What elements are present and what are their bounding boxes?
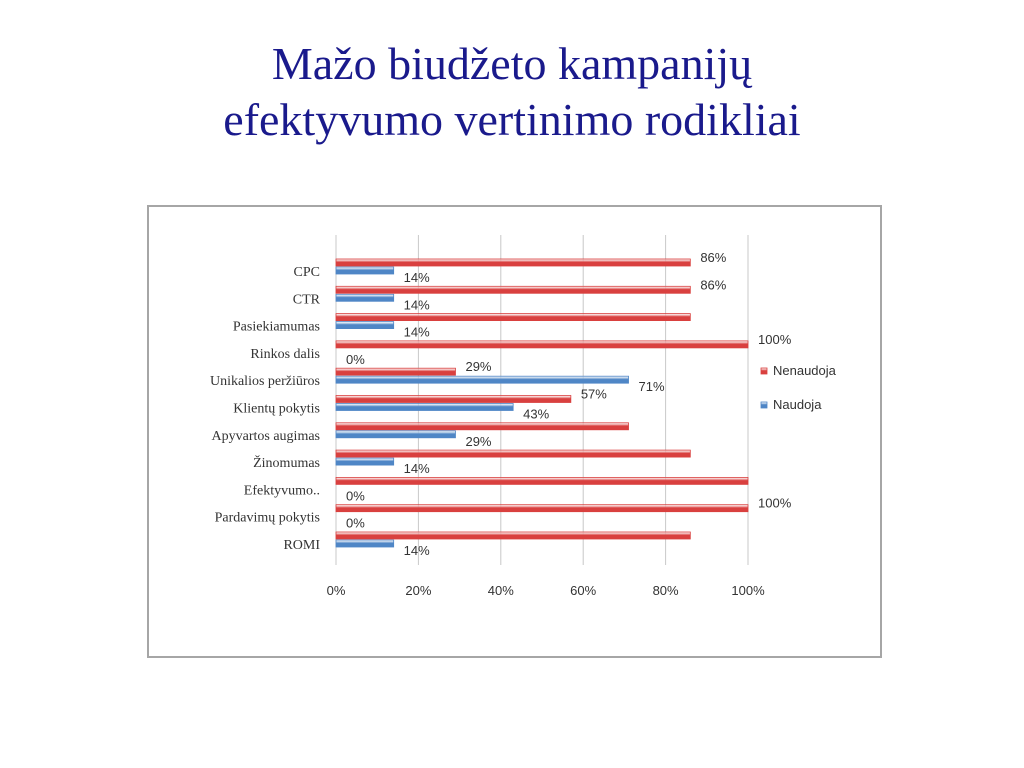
category-label: Apyvartos augimas <box>211 428 320 444</box>
x-tick-label: 40% <box>487 583 514 598</box>
category-label: ROMI <box>283 538 320 553</box>
naudoja-value-label: 29% <box>465 433 492 449</box>
nenaudoja-bar <box>336 532 690 539</box>
legend-label-naudoja: Naudoja <box>773 397 822 412</box>
category-label: CPC <box>293 265 320 280</box>
chart-frame <box>147 205 882 658</box>
category-label: Klientų pokytis <box>233 401 320 417</box>
slide-title-line-1: Mažo biudžeto kampanijų <box>271 38 753 89</box>
legend-swatch-naudoja <box>761 402 767 408</box>
x-tick-label: 80% <box>652 583 679 598</box>
naudoja-value-label: 0% <box>346 515 365 531</box>
category-label: CTR <box>292 292 320 308</box>
naudoja-bar <box>336 404 513 411</box>
category-label: Rinkos dalis <box>250 346 320 362</box>
nenaudoja-bar <box>336 259 690 266</box>
naudoja-value-label: 14% <box>403 270 430 285</box>
category-label: Žinomumas <box>253 456 320 472</box>
bar-chart <box>149 207 880 656</box>
slide-title <box>0 36 1024 148</box>
naudoja-bar <box>336 322 394 329</box>
nenaudoja-bar <box>336 341 748 348</box>
x-tick-label: 60% <box>570 583 597 598</box>
naudoja-value-label: 71% <box>638 379 665 395</box>
category-label: Pasiekiamumas <box>232 319 320 335</box>
naudoja-bar <box>336 431 455 438</box>
legend-label-nenaudoja: Nenaudoja <box>773 363 836 378</box>
naudoja-bar <box>336 376 629 383</box>
nenaudoja-value-label: 57% <box>580 386 607 402</box>
nenaudoja-value-label: 100% <box>758 331 792 347</box>
naudoja-value-label: 14% <box>403 461 430 477</box>
nenaudoja-bar <box>336 286 690 293</box>
naudoja-bar <box>336 267 394 274</box>
naudoja-bar <box>336 540 394 547</box>
nenaudoja-value-label: 86% <box>700 277 727 293</box>
category-label: Pardavimų pokytis <box>214 510 320 526</box>
x-tick-label: 100% <box>731 583 765 598</box>
naudoja-value-label: 14% <box>403 324 430 340</box>
nenaudoja-value-label: 86% <box>700 250 727 265</box>
x-tick-label: 0% <box>326 583 346 598</box>
naudoja-value-label: 14% <box>403 297 430 313</box>
naudoja-bar <box>336 294 394 301</box>
naudoja-value-label: 43% <box>523 406 550 422</box>
category-label: Efektyvumo.. <box>243 483 320 499</box>
category-label: Unikalios peržiūros <box>209 374 320 390</box>
naudoja-value-label: 0% <box>346 488 365 504</box>
legend-swatch-nenaudoja <box>761 368 767 374</box>
nenaudoja-bar <box>336 450 690 457</box>
nenaudoja-bar <box>336 314 690 321</box>
nenaudoja-bar <box>336 477 748 484</box>
naudoja-bar <box>336 458 394 465</box>
nenaudoja-bar <box>336 505 748 512</box>
naudoja-value-label: 0% <box>346 351 365 367</box>
nenaudoja-bar <box>336 396 571 403</box>
slide-title-line-2: efektyvumo vertinimo rodikliai <box>223 94 801 145</box>
nenaudoja-bar <box>336 368 455 375</box>
naudoja-value-label: 14% <box>403 543 430 558</box>
nenaudoja-value-label: 29% <box>465 359 492 375</box>
nenaudoja-value-label: 100% <box>758 495 792 511</box>
nenaudoja-bar <box>336 423 629 430</box>
x-tick-label: 20% <box>405 583 432 598</box>
